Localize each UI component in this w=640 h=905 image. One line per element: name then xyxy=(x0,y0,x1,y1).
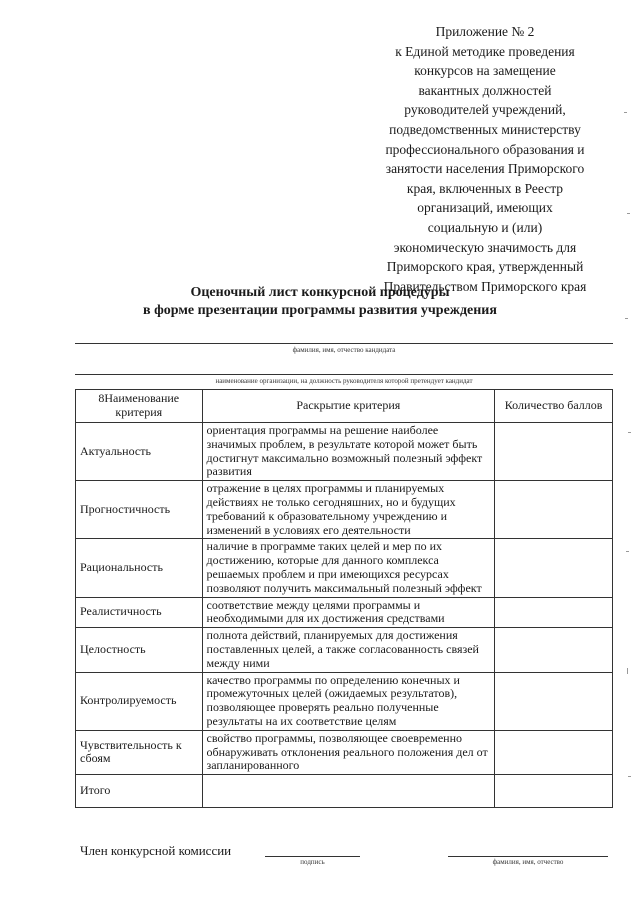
appendix-line: Правительством Приморского края xyxy=(383,278,587,294)
criterion-name: Целостность xyxy=(76,628,203,672)
table-header-row xyxy=(76,390,613,423)
appendix-line: вакантных должностей xyxy=(418,82,552,98)
candidate-caption: фамилия, имя, отчество кандидата xyxy=(292,346,396,354)
score-cell[interactable] xyxy=(495,423,613,481)
criterion-description: полнота действий, планируемых для достижения поставленных целей, а также согласованность связей между ними xyxy=(202,628,495,672)
score-cell[interactable] xyxy=(495,481,613,539)
candidate-name-line[interactable] xyxy=(75,343,613,344)
scan-mark xyxy=(627,668,628,674)
appendix-line: организаций, имеющих xyxy=(417,200,553,216)
appendix-line: края, включенных в Реестр xyxy=(406,180,564,196)
appendix-line: Приложение № 2 xyxy=(435,24,535,39)
appendix-line: Приморского края, утвержденный xyxy=(386,259,584,275)
criteria-table xyxy=(75,389,613,808)
organization-line[interactable] xyxy=(75,374,613,375)
total-score-cell[interactable] xyxy=(495,775,613,808)
criterion-name: Контролируемость xyxy=(76,672,203,730)
criterion-description: отражение в целях программы и планируемых действиях не только сегодняшних, но и будущих требований к образовательному учреждению и изменений в условиях его деятельности xyxy=(202,481,495,539)
criterion-name: Чувствительность к сбоям xyxy=(76,730,203,774)
full-name-line[interactable] xyxy=(448,856,608,857)
header-description: Раскрытие критерия xyxy=(202,390,495,423)
criterion-description: соответствие между целями программы и необходимыми для их достижения средствами xyxy=(202,597,495,628)
appendix-line: руководителей учреждений, xyxy=(404,102,566,118)
criterion-name: Прогностичность xyxy=(76,481,203,539)
scan-mark xyxy=(624,112,627,113)
scan-mark xyxy=(627,213,630,214)
commission-member-label: Член конкурсной комиссии xyxy=(80,843,232,858)
criterion-description: качество программы по определению конечных и промежуточных целей (ожидаемых результатов), позволяющее проверять реально полученные результаты на их соответствие целям xyxy=(202,672,495,730)
appendix-line: занятости населения Приморского xyxy=(385,161,585,177)
scan-mark xyxy=(628,776,631,777)
criterion-name: Реалистичность xyxy=(76,597,203,628)
table-row xyxy=(76,481,613,539)
criterion-description: ориентация программы на решение наиболее значимых проблем, в результате которой может быть достигнут максимально возможный полезный эффект развития xyxy=(202,423,495,481)
score-cell[interactable] xyxy=(495,672,613,730)
appendix-line: подведомственных министерству xyxy=(389,121,581,137)
signature-caption: подпись xyxy=(300,858,325,866)
score-cell[interactable] xyxy=(495,539,613,597)
appendix-line: профессионального образования и xyxy=(385,141,585,157)
appendix-line: конкурсов на замещение xyxy=(414,63,556,79)
table-row xyxy=(76,730,613,774)
full-name-caption: фамилия, имя, отчество xyxy=(492,858,564,866)
criterion-name: Актуальность xyxy=(76,423,203,481)
table-row xyxy=(76,423,613,481)
title-line-2: в форме презентации программы развития учреждения xyxy=(143,303,497,318)
table-row xyxy=(76,628,613,672)
appendix-line: к Единой методике проведения xyxy=(395,43,575,59)
criterion-name: Рациональность xyxy=(76,539,203,597)
signature-line[interactable] xyxy=(265,856,360,857)
header-name: 8Наименование критерия xyxy=(76,390,203,423)
appendix-line: социальную и (или) xyxy=(427,219,543,235)
score-cell[interactable] xyxy=(495,597,613,628)
appendix-line: экономическую значимость для xyxy=(393,239,577,255)
header-score: Количество баллов xyxy=(495,390,613,423)
appendix-header xyxy=(360,22,610,296)
scan-mark xyxy=(626,551,629,552)
total-label: Итого xyxy=(76,775,203,808)
table-row xyxy=(76,597,613,628)
total-description-cell xyxy=(202,775,495,808)
score-cell[interactable] xyxy=(495,730,613,774)
total-row xyxy=(76,775,613,808)
document-title xyxy=(0,284,640,320)
scan-mark xyxy=(628,432,631,433)
score-cell[interactable] xyxy=(495,628,613,672)
title-line-1: Оценочный лист конкурсной процедуры xyxy=(190,285,450,300)
criterion-description: свойство программы, позволяющее своевременно обнаруживать отклонения реального положения дел от запланированного xyxy=(202,730,495,774)
criterion-description: наличие в программе таких целей и мер по их достижению, которые для данного комплекса решаемых проблем и при имеющихся ресурсах позволяют получить максимальный полезный эффект xyxy=(202,539,495,597)
scan-mark xyxy=(625,318,628,319)
table-row xyxy=(76,672,613,730)
organization-caption: наименование организации, на должность руководителя которой претендует кандидат xyxy=(215,377,473,385)
table-row xyxy=(76,539,613,597)
